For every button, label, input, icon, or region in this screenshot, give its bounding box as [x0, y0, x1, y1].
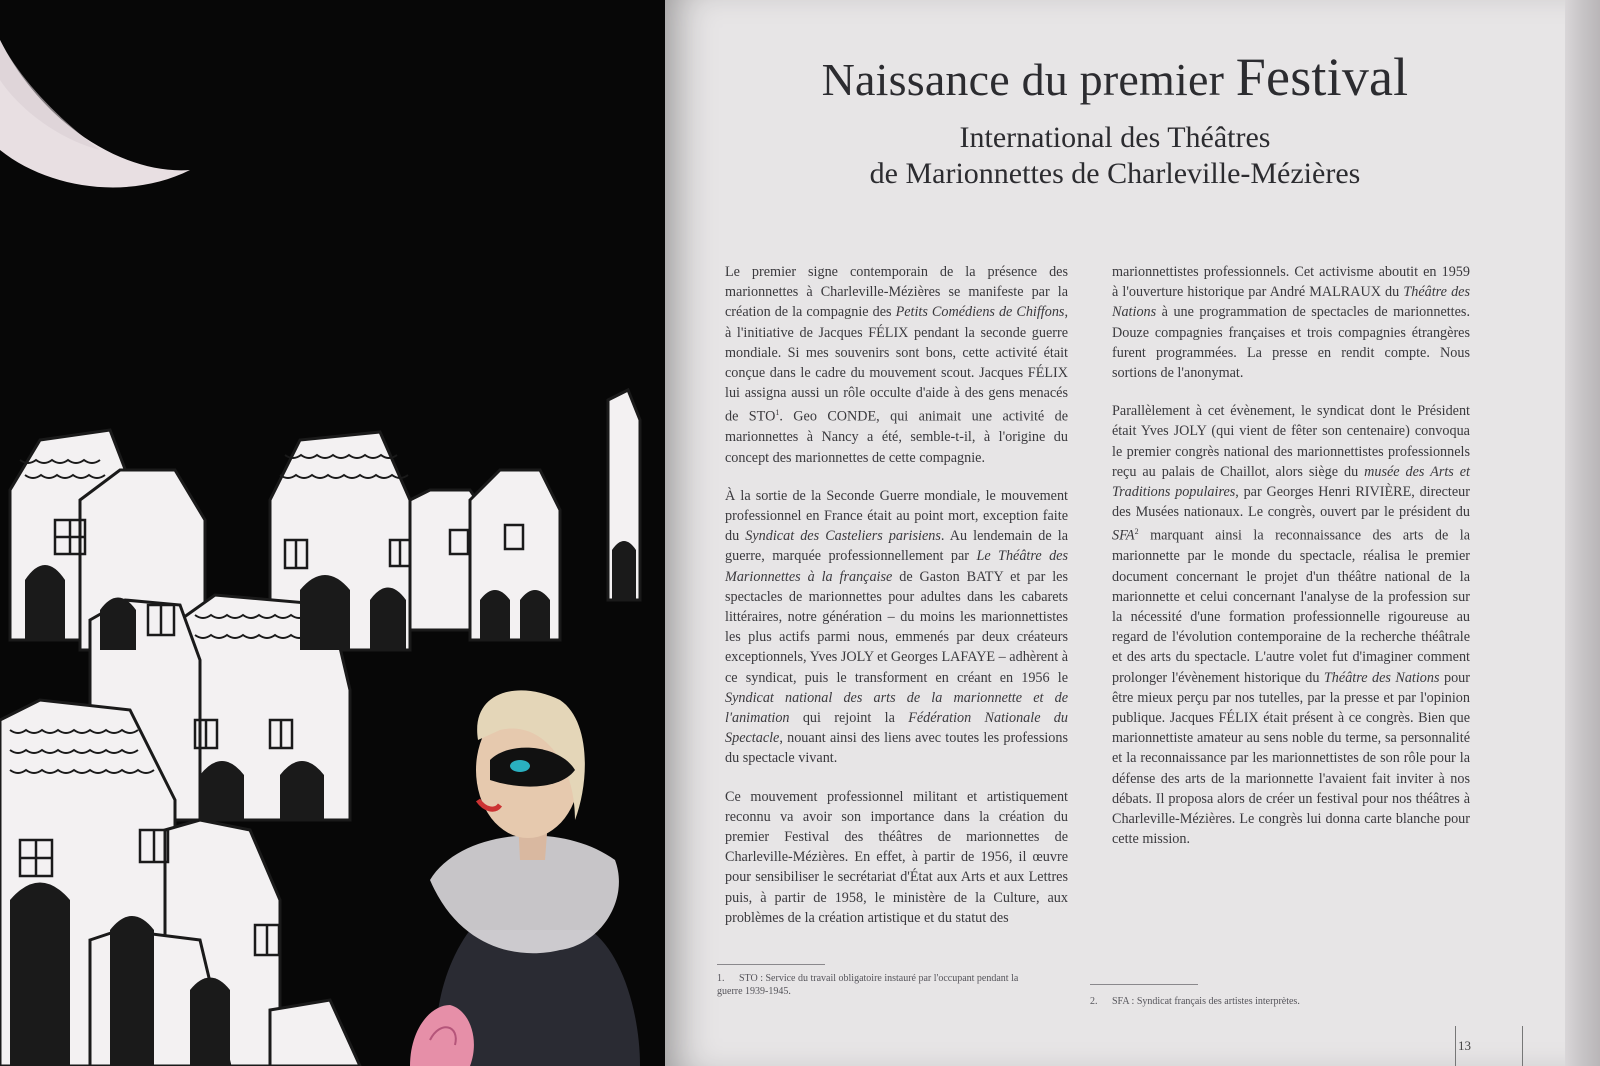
footnote-1	[717, 972, 1037, 998]
paragraph	[1112, 401, 1470, 849]
italic-text: SFA	[1112, 528, 1135, 545]
crescent-moon	[0, 0, 190, 187]
illustration-page	[0, 0, 665, 1066]
page-edge	[1565, 0, 1600, 1066]
text-run: À la sortie de la Seconde Guerre mondiale, le mouvement professionnel en France était au point mort, exception faite du	[725, 487, 1068, 545]
footnote-ref[interactable]: 2	[1134, 527, 1139, 537]
italic-text: Théâtre des Nations	[1112, 284, 1470, 321]
italic-text: Théâtre des Nations	[1323, 669, 1440, 686]
page-number: 13	[1458, 1038, 1471, 1053]
footnote-rule	[1090, 984, 1198, 985]
text-run: de Gaston BATY et par les spectacles de marionnettes pour adultes dans les cabarets littéraires, notre génération – du moins les marionnettistes les plus actifs parmi nous, emmenés par deux créateurs exceptionnels, Yves JOLY et Georges LAFAYE – adhèrent à ce syndicat, puis le transforment en créant en 1956 le	[725, 568, 1069, 686]
text-run: Parallèlement à cet évènement, le syndicat dont le Président était Yves JOLY (qui vient de fêter son centenaire) convoqua le premier congrès national des marionnettistes professionnels reçu au palais de Chaillot, alors siège du	[1112, 403, 1470, 480]
folio	[1455, 1026, 1523, 1066]
italic-text: Syndicat des Casteliers parisiens	[745, 528, 941, 545]
italic-text: Petits Comédiens de Chiffons	[895, 304, 1065, 321]
chapter-subtitle-line-1: International des Théâtres	[959, 121, 1271, 154]
text-run: marionnettistes professionnels. Cet activisme aboutit en 1959 à l'ouverture historique par André MALRAUX du	[1112, 264, 1470, 301]
paragraph	[1112, 262, 1470, 383]
puppet-village-illustration	[0, 0, 665, 1066]
footnote-text: SFA : Syndicat français des artistes interprètes.	[1112, 996, 1300, 1007]
chapter-title-emphasis: Festival	[1235, 47, 1409, 107]
paragraph	[725, 262, 1068, 468]
footnote-number: 1.	[717, 973, 725, 984]
italic-text: Le Théâtre des Marionnettes à la française	[725, 548, 1068, 585]
puppet-figure	[430, 690, 640, 1066]
chapter-subtitle-line-2: de Marionnettes de Charleville-Mézières	[869, 157, 1361, 190]
text-run: à une programmation de spectacles de marionnettes. Douze compagnies françaises et trois compagnies étrangères furent programmées. La presse en rendit compte. Nous sortions de l'anonymat.	[1112, 304, 1470, 382]
italic-text: Fédération Nationale du Spectacle	[725, 710, 1068, 747]
footnote-2	[1090, 995, 1410, 1008]
text-run: . Au lendemain de la guerre, marquée professionnellement par	[725, 528, 1069, 565]
text-run: qui rejoint la	[789, 710, 909, 726]
footnote-text: STO : Service du travail obligatoire instauré par l'occupant pendant la guerre 1939-1945.	[717, 973, 1019, 997]
text-run: . Geo CONDE, qui animait une activité de marionnettes à Nancy a été, semble-t-il, à l'origine du concept des marionnettes de cette compagnie.	[725, 409, 1069, 466]
text-run: marquant ainsi la reconnaissance des arts de la marionnette par le monde du spectacle, réalisa le premier document concernant le projet d'un théâtre national de la marionnette et celui concernant l'analyse de la profession sur la nécessité d'une formation professionnelle rigoureuse au regard de l'évolution contemporaine de la recherche théâtrale et des arts du spectacle. L'autre volet fut d'imaginer comment prolonger l'évènement historique du	[1112, 528, 1470, 686]
text-column-right	[1112, 262, 1470, 867]
text-run: pour être mieux perçu par nos tutelles, par la presse et par l'opinion publique. Jacques FÉLIX était présent à ce congrès. Bien que marionnettiste amateur au sens noble du terme, sa personnalité et la reconnaissance par les marionnettistes de son rôle pour la défense des arts de la marionnette l'avaient fait inviter à nos débats. Il proposa alors de créer un festival pour nos théâtres à Charleville-Mézières. Le congrès lui donna carte blanche pour cette mission.	[1112, 669, 1470, 848]
text-page	[665, 0, 1565, 1066]
text-run: Le premier signe contemporain de la présence des marionnettes à Charleville-Mézières se manifeste par la création de la compagnie des	[725, 264, 1068, 321]
footnote-number: 2.	[1090, 996, 1098, 1007]
italic-text: Syndicat national des arts de la marionnette et de l'animation	[725, 689, 1068, 726]
chapter-subtitle	[665, 120, 1565, 192]
paragraph	[725, 486, 1068, 769]
footnote-rule	[717, 964, 825, 965]
text-run: , par Georges Henri RIVIÈRE, directeur des Musées nationaux. Le congrès, ouvert par le président du	[1112, 484, 1470, 521]
italic-text: musée des Arts et Traditions populaires	[1112, 463, 1470, 501]
text-run: , nouant ainsi des liens avec toutes les professions du spectacle vivant.	[725, 730, 1068, 767]
chapter-title	[665, 46, 1565, 108]
footnote-ref[interactable]: 1	[775, 408, 780, 418]
paragraph: Ce mouvement professionnel militant et artistiquement reconnu va avoir son importance dans la création du premier Festival des théâtres de marionnettes de Charleville-Mézières. En effet, à partir de 1956, il œuvre pour sensibiliser le secrétariat d'État aux Arts et aux Lettres puis, à partir de 1958, le ministère de la Culture, aux problèmes de la création artistique et du statut des	[725, 788, 1068, 926]
text-column-left	[725, 262, 1068, 946]
text-run: , à l'initiative de Jacques FÉLIX pendant la seconde guerre mondiale. Si mes souvenirs sont bons, cette activité était conçue dans le cadre du mouvement scout. Jacques FÉLIX lui assigna aussi un rôle occulte d'aide à des gens menacés de STO	[725, 304, 1068, 426]
chapter-title-prefix: Naissance du premier	[821, 54, 1236, 105]
